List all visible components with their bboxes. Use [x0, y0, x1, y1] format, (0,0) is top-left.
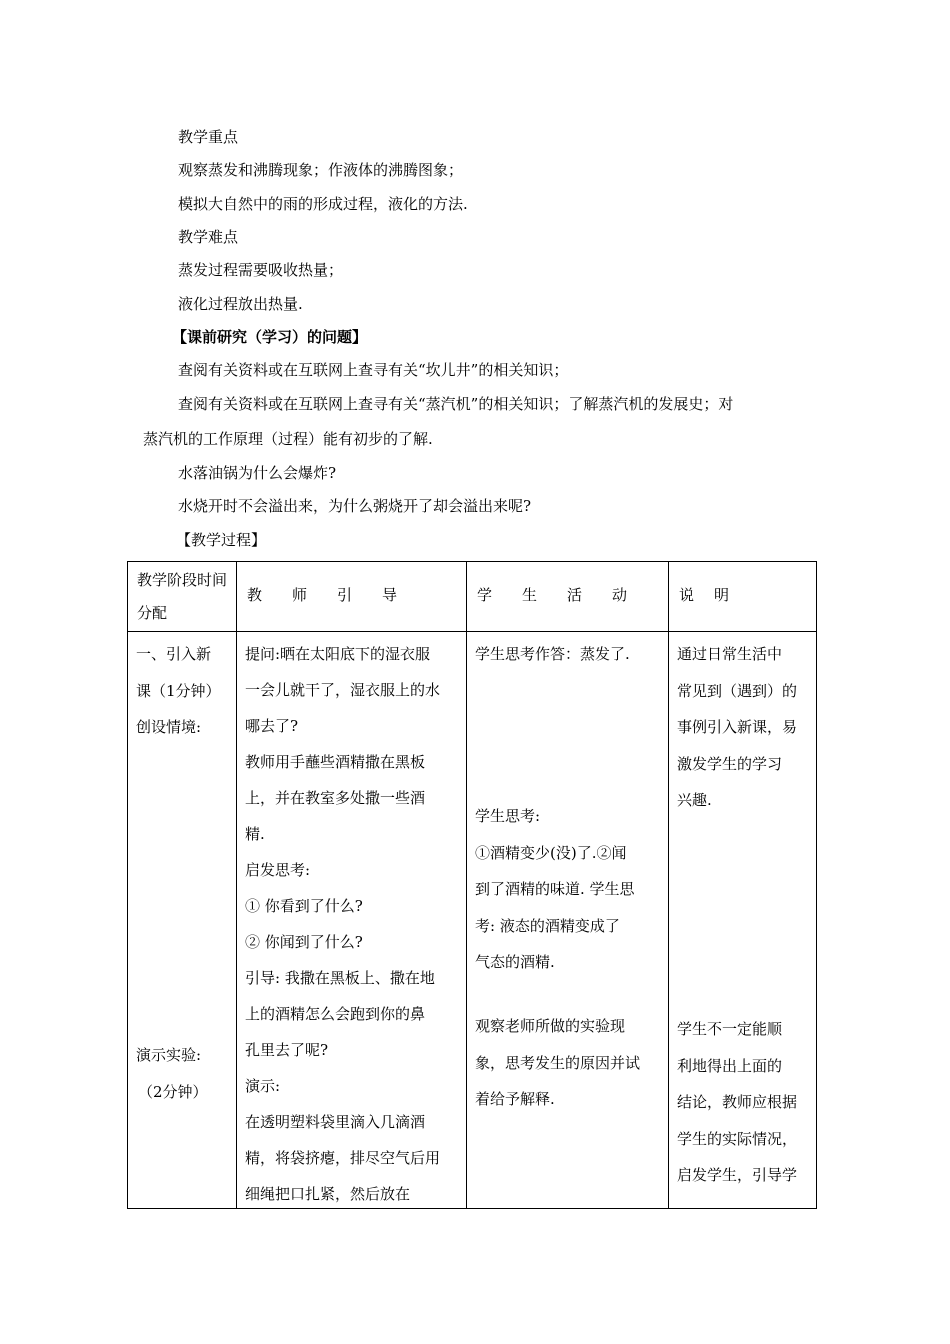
student-text-1: [475, 636, 662, 673]
student-line: 气态的酒精.: [475, 953, 555, 971]
teacher-line: ① 你看到了什么?: [245, 897, 363, 915]
preclass-item: 水落油锅为什么会爆炸?: [178, 464, 337, 482]
stage-line: 创设情境:: [136, 718, 202, 736]
teacher-line: 孔里去了呢?: [245, 1041, 329, 1059]
notes-line: 学生的实际情况，: [677, 1129, 798, 1148]
student-cell: [467, 632, 669, 1209]
stage-line: 一、引入新: [136, 645, 212, 663]
table-row: [128, 632, 817, 1209]
student-line: ①酒精变少(没)了.②闻: [475, 843, 627, 862]
teaching-process-table: [127, 561, 817, 1209]
teacher-line: 演示:: [245, 1077, 281, 1095]
notes-cell: [669, 632, 817, 1209]
preclass-item: 水烧开时不会溢出来，为什么粥烧开了却会溢出来呢?: [178, 497, 532, 515]
stage-line: 演示实验:: [136, 1046, 202, 1064]
student-line: 到了酒精的味道. 学生思: [475, 880, 635, 898]
student-text-2: [475, 798, 662, 981]
teacher-line: 哪去了?: [245, 717, 299, 735]
student-line: 考: 液态的酒精变成了: [475, 916, 620, 935]
student-line: 学生思考作答：蒸发了.: [475, 645, 630, 663]
stage-line: （2分钟）: [138, 1082, 208, 1101]
teacher-line: 提问:晒在太阳底下的湿衣服: [245, 645, 431, 663]
focus-item: 模拟大自然中的雨的形成过程，液化的方法.: [178, 195, 468, 213]
notes-line: 激发学生的学习: [677, 754, 783, 773]
header-student-char: 生: [521, 586, 537, 604]
teacher-line: 启发思考:: [245, 861, 311, 879]
notes-line: 事例引入新课，易: [677, 718, 798, 736]
header-student: [467, 562, 669, 632]
student-line: 象，思考发生的原因并试: [475, 1053, 641, 1072]
student-text-3: [475, 1008, 662, 1118]
difficulty-item: 液化过程放出热量.: [178, 295, 303, 313]
header-student-char: 动: [611, 586, 627, 604]
teaching-focus-title: 教学重点: [178, 128, 239, 146]
difficulty-item: 蒸发过程需要吸收热量；: [178, 261, 344, 279]
teacher-line: ② 你闻到了什么?: [245, 933, 363, 951]
preclass-item: 查阅有关资料或在互联网上查寻有关“坎儿井”的相关知识；: [178, 361, 569, 379]
teacher-line: 细绳把口扎紧，然后放在: [245, 1185, 411, 1203]
stage-text-demo: [136, 1037, 230, 1110]
table-header-row: [128, 562, 817, 632]
stage-line: 课（1分钟）: [136, 681, 221, 700]
header-stage: [128, 562, 237, 632]
notes-line: 利地得出上面的: [677, 1056, 783, 1075]
student-line: 着给予解释.: [475, 1090, 555, 1108]
notes-line: 常见到（遇到）的: [677, 681, 798, 700]
header-teacher-char: 师: [291, 586, 307, 604]
header-notes-char: 说: [679, 586, 695, 604]
teacher-line: 上的酒精怎么会跑到你的鼻: [245, 1005, 426, 1023]
teacher-line: 在透明塑料袋里滴入几滴酒: [245, 1113, 426, 1131]
header-notes: [669, 562, 817, 632]
notes-line: 兴趣.: [677, 791, 712, 809]
header-notes-char: 明: [713, 586, 729, 604]
teaching-difficulty-title: 教学难点: [178, 228, 239, 246]
teaching-process-title: 【教学过程】: [176, 531, 267, 549]
header-teacher-char: 引: [336, 586, 352, 604]
notes-line: 通过日常生活中: [677, 645, 783, 663]
header-teacher-char: 教: [247, 586, 263, 604]
focus-item: 观察蒸发和沸腾现象；作液体的沸腾图象；: [178, 161, 464, 179]
teacher-line: 精，将袋挤瘪，排尽空气后用: [245, 1149, 441, 1167]
stage-text: [136, 636, 230, 746]
teacher-line: 教师用手蘸些酒精撒在黑板: [245, 753, 426, 771]
notes-text-2: [677, 1011, 810, 1194]
notes-line: 学生不一定能顺: [677, 1020, 783, 1038]
notes-text-1: [677, 636, 810, 819]
preclass-item: 查阅有关资料或在互联网上查寻有关“蒸汽机”的相关知识；了解蒸汽机的发展史；对: [178, 395, 734, 413]
teacher-text: [245, 636, 460, 1212]
header-student-char: 活: [566, 586, 582, 604]
header-student-char: 学: [477, 586, 493, 604]
teacher-line: 引导: 我撒在黑板上、撒在地: [245, 969, 435, 987]
notes-line: 启发学生，引导学: [677, 1166, 798, 1184]
teacher-line: 上，并在教室多处撒一些酒: [245, 789, 426, 807]
teacher-line: 精.: [245, 825, 265, 843]
student-line: 观察老师所做的实验现: [475, 1017, 626, 1035]
header-stage-label: 教学阶段时间分配: [137, 571, 228, 622]
header-teacher: [237, 562, 467, 632]
teacher-cell: [237, 632, 467, 1209]
teacher-line: 一会儿就干了，湿衣服上的水: [245, 681, 441, 699]
preclass-item-continued: 蒸汽机的工作原理（过程）能有初步的了解.: [143, 430, 433, 448]
header-teacher-char: 导: [381, 586, 397, 604]
stage-cell: [128, 632, 237, 1209]
notes-line: 结论，教师应根据: [677, 1093, 798, 1111]
preclass-title: 【课前研究（学习）的问题】: [172, 328, 368, 346]
student-line: 学生思考:: [475, 807, 541, 825]
